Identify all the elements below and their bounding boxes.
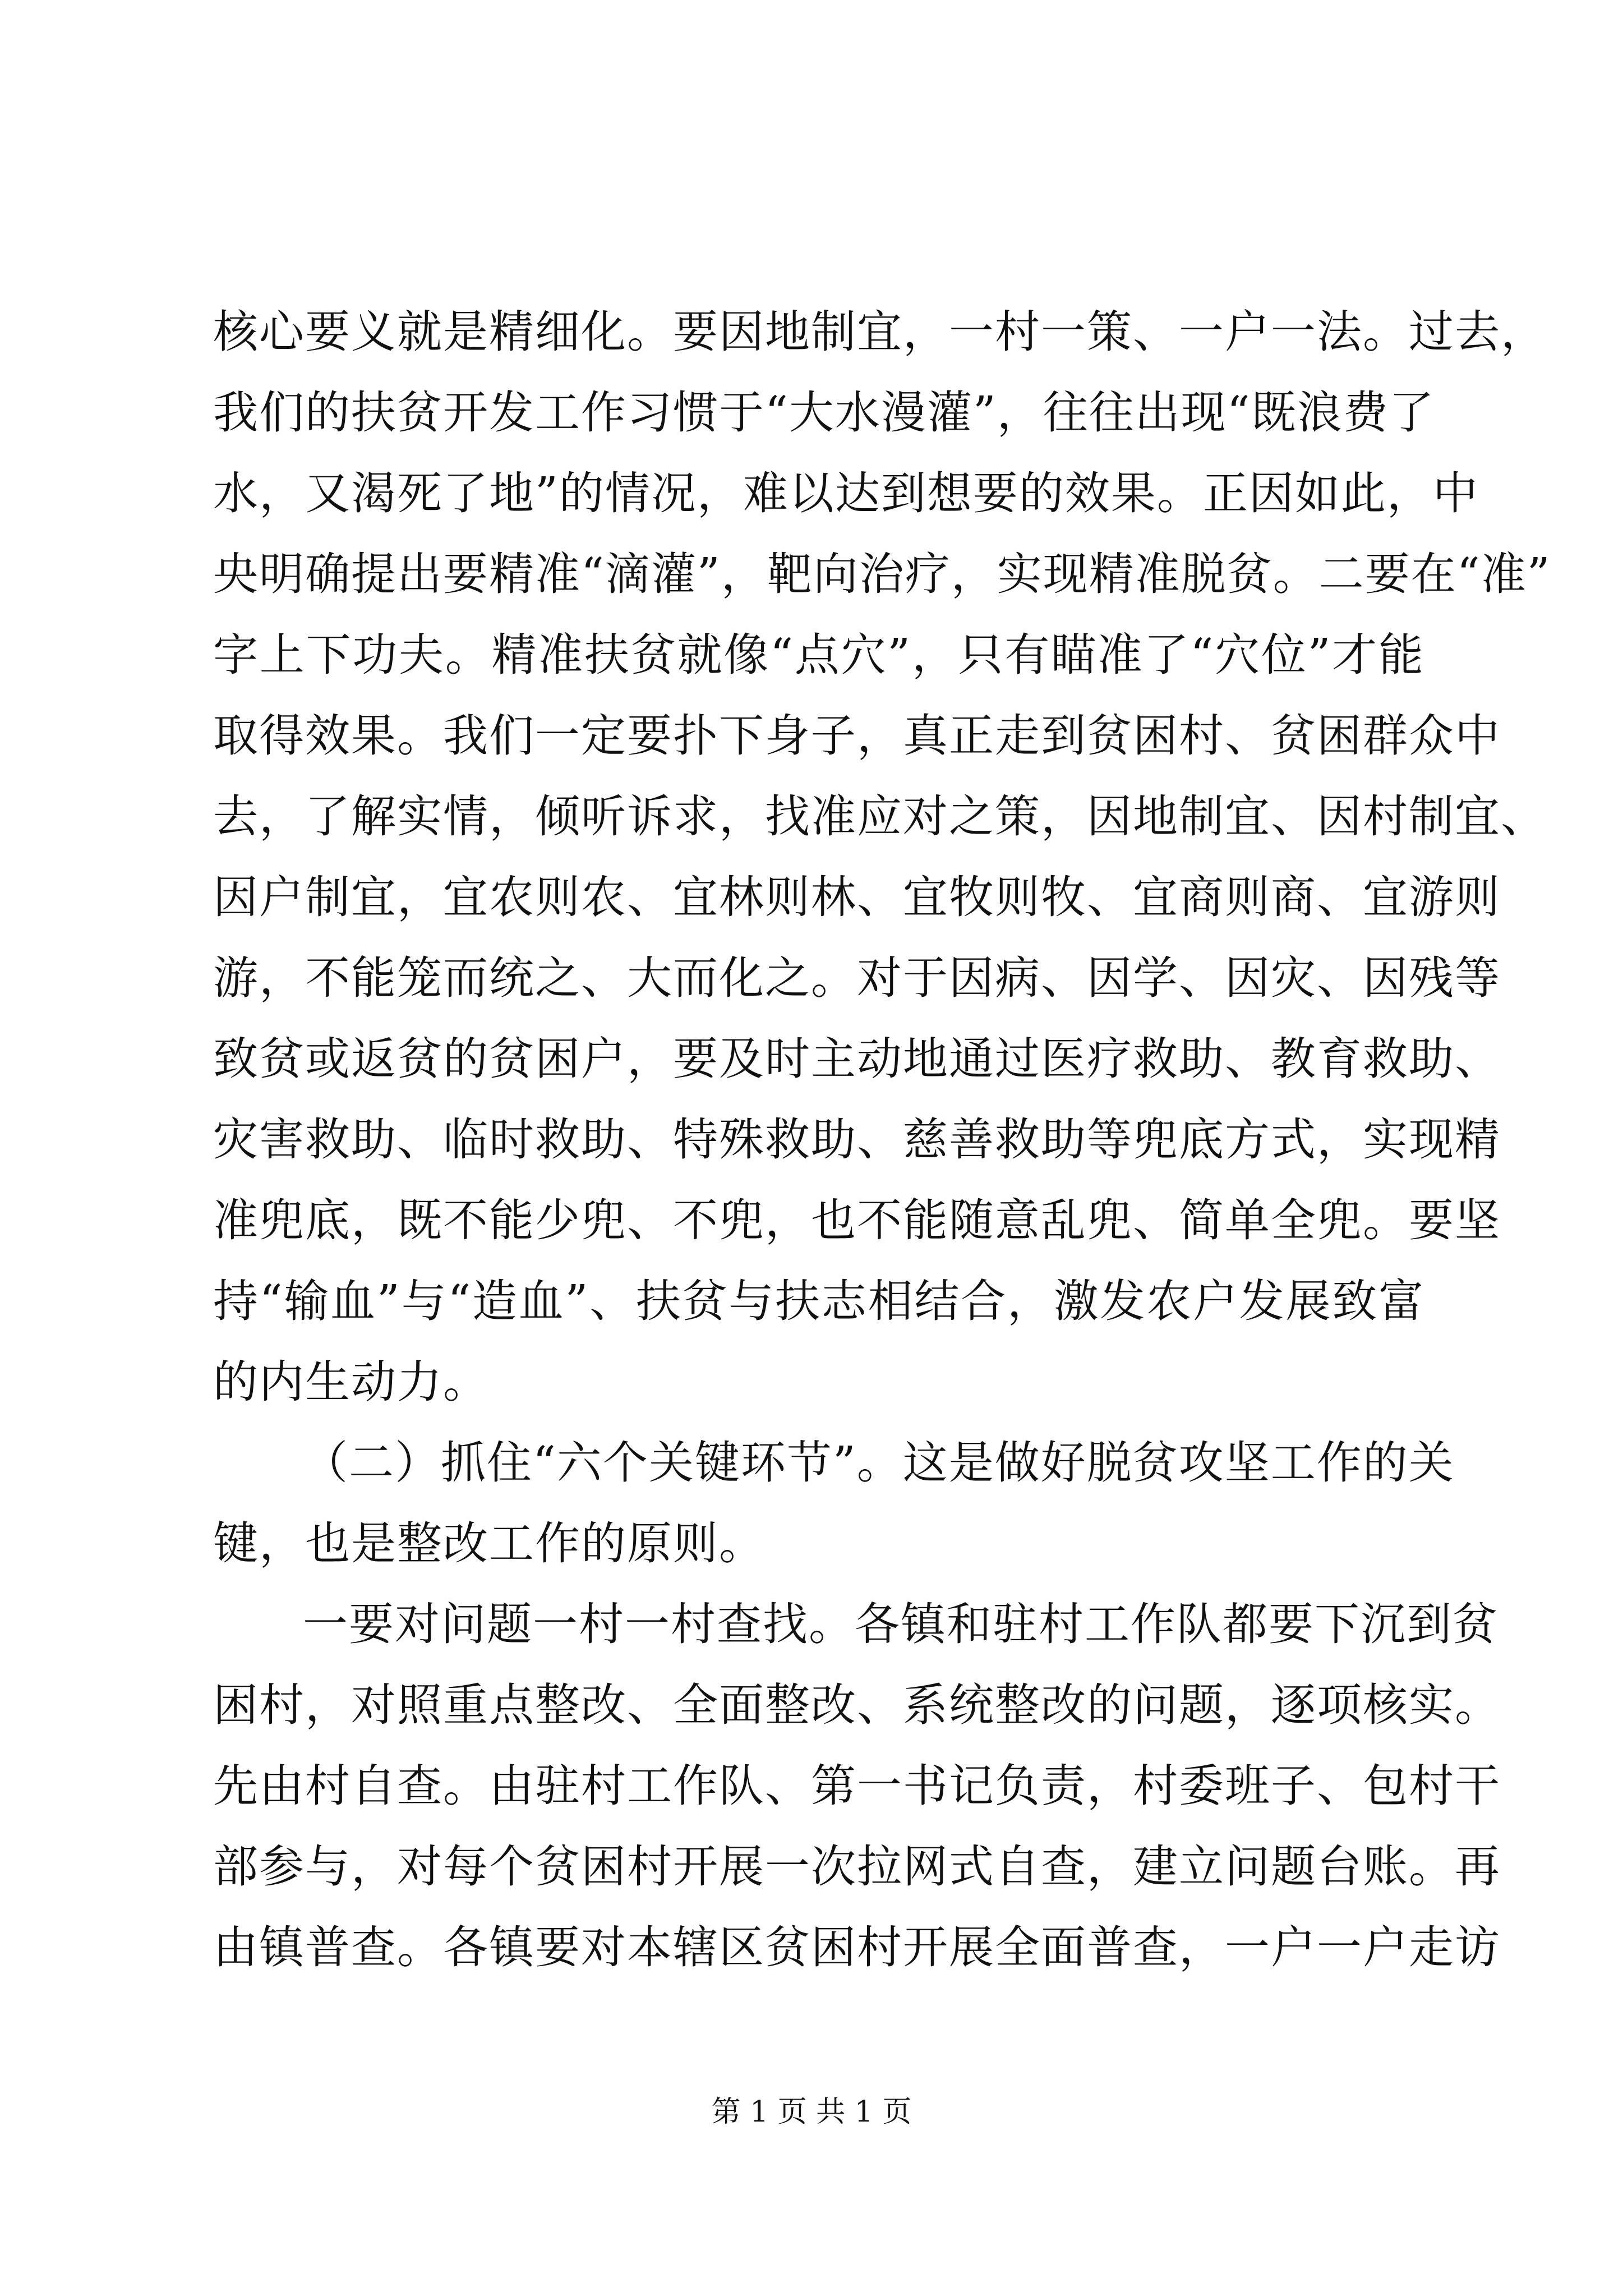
text-line: 一要对问题一村一村查找。各镇和驻村工作队都要下沉到贫: [303, 1598, 1498, 1650]
text-line: 持“输血”与“造血”、扶贫与扶志相结合，激发农户发展致富: [213, 1275, 1424, 1327]
page-footer: 第 1 页 共 1 页: [711, 2095, 912, 2129]
text-line: 因户制宜，宜农则农、宜林则林、宜牧则牧、宜商则商、宜游则: [213, 871, 1501, 923]
text-line: 先由村自查。由驻村工作队、第一书记负责，村委班子、包村干: [213, 1760, 1501, 1812]
text-line: 游，不能笼而统之、大而化之。对于因病、因学、因灾、因残等: [213, 952, 1501, 1004]
text-line: 核心要义就是精细化。要因地制宜，一村一策、一户一法。过去，: [213, 306, 1547, 358]
text-line: 灾害救助、临时救助、特殊救助、慈善救助等兜底方式，实现精: [213, 1114, 1501, 1166]
text-line: 央明确提出要精准“滴灌”，靶向治疗，实现精准脱贫。二要在“准”: [213, 548, 1551, 600]
text-line: 部参与，对每个贫困村开展一次拉网式自查，建立问题台账。再: [213, 1841, 1501, 1893]
text-line: 取得效果。我们一定要扑下身子，真正走到贫困村、贫困群众中: [213, 710, 1501, 762]
text-line: 去，了解实情，倾听诉求，找准应对之策，因地制宜、因村制宜、: [213, 790, 1547, 843]
text-line: 的内生动力。: [213, 1356, 489, 1408]
text-line: （二）抓住“六个关键环节”。这是做好脱贫攻坚工作的关: [303, 1437, 1455, 1489]
document-body: [213, 292, 1551, 1988]
text-line: 困村，对照重点整改、全面整改、系统整改的问题，逐项核实。: [213, 1679, 1501, 1731]
text-line: 字上下功夫。精准扶贫就像“点穴”，只有瞄准了“穴位”才能: [213, 629, 1424, 681]
text-line: 键，也是整改工作的原则。: [213, 1517, 765, 1570]
text-line: 由镇普查。各镇要对本辖区贫困村开展全面普查，一户一户走访: [213, 1921, 1501, 1973]
text-line: 水，又渴死了地”的情况，难以达到想要的效果。正因如此，中: [213, 467, 1479, 519]
text-line: 准兜底，既不能少兜、不兜，也不能随意乱兜、简单全兜。要坚: [213, 1194, 1501, 1246]
text-line: 我们的扶贫开发工作习惯于“大水漫灌”，往往出现“既浪费了: [213, 386, 1435, 439]
text-line: 致贫或返贫的贫困户，要及时主动地通过医疗救助、教育救助、: [213, 1033, 1501, 1085]
